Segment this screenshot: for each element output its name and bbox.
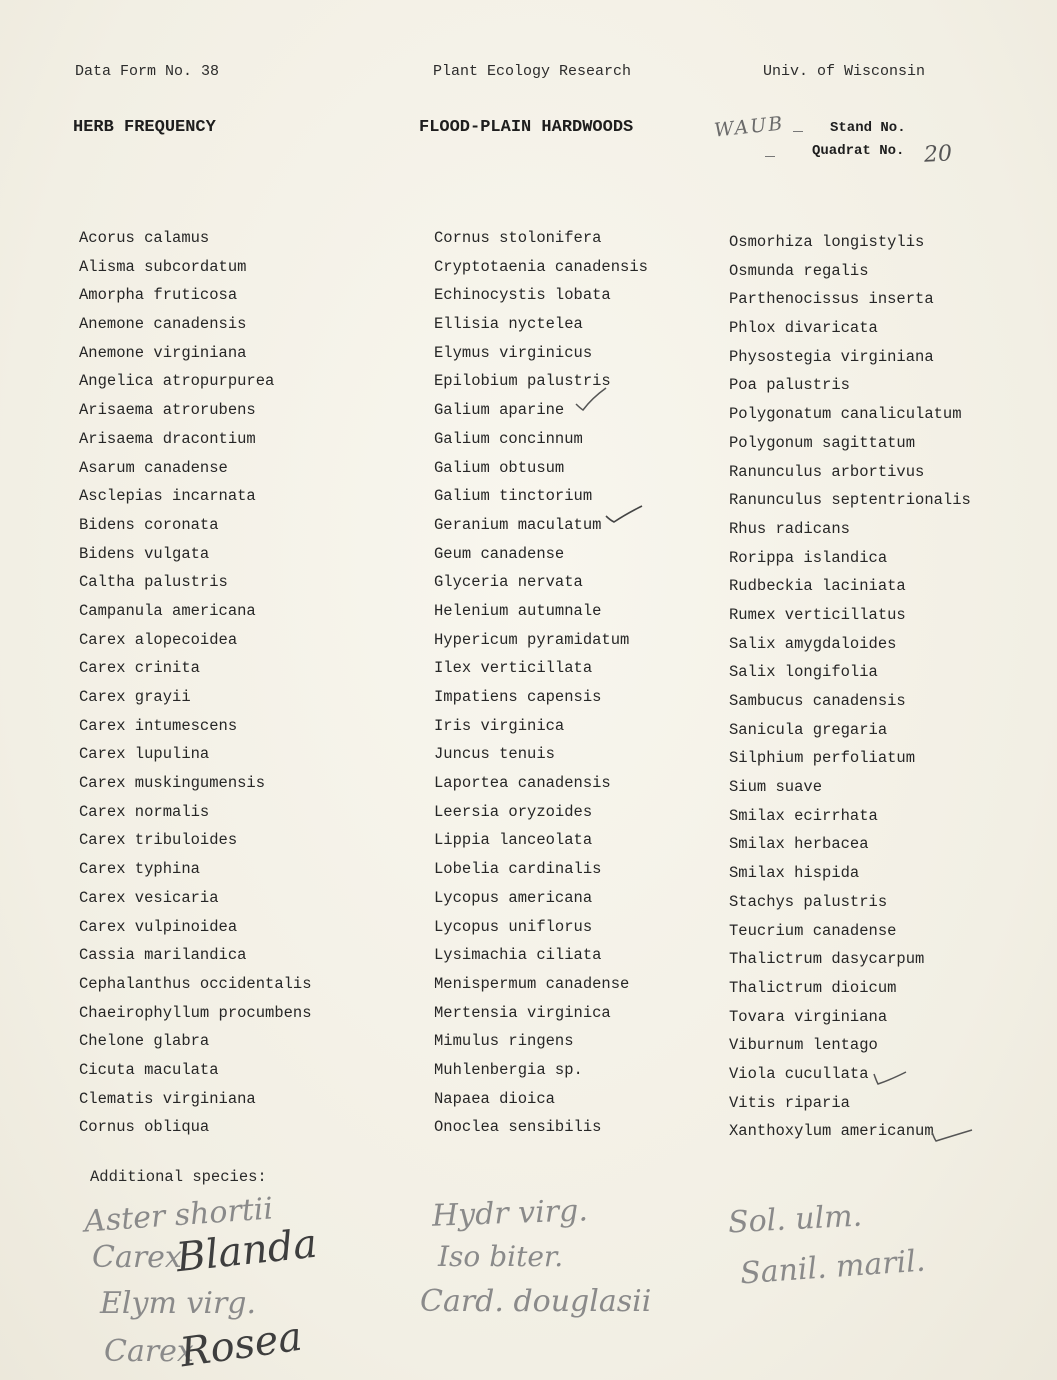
- species-name: Smilax herbacea: [729, 835, 869, 854]
- handwritten-species: Hydr virg.: [431, 1193, 589, 1234]
- species-name: Clematis virginiana: [79, 1089, 256, 1108]
- check-mark-icon: [604, 504, 644, 526]
- species-name: Geum canadense: [434, 544, 565, 563]
- species-name: Smilax hispida: [729, 864, 860, 883]
- species-name: Cornus obliqua: [79, 1118, 210, 1137]
- species-name: Carex vesicaria: [79, 888, 219, 907]
- species-name: Sambucus canadensis: [729, 692, 906, 710]
- species-name: Phlox divaricata: [729, 319, 878, 338]
- species-name: Juncus tenuis: [434, 745, 555, 764]
- species-name: Muhlenbergia sp.: [434, 1060, 583, 1079]
- species-name: Galium obtusum: [434, 458, 565, 477]
- species-name: Iris virginica: [434, 716, 565, 735]
- species-name: Parthenocissus inserta: [729, 290, 934, 309]
- species-name: Cornus stolonifera: [434, 229, 602, 247]
- species-name: Ranunculus septentrionalis: [729, 491, 971, 510]
- species-name: Bidens vulgata: [79, 544, 210, 563]
- additional-species-label: Additional species:: [90, 1168, 267, 1186]
- lab-name: Plant Ecology Research: [433, 63, 632, 80]
- species-name: Napaea dioica: [434, 1089, 555, 1108]
- quadrat-handwritten-entry: 20: [923, 141, 953, 168]
- species-name: Hypericum pyramidatum: [434, 630, 630, 649]
- species-name: Sium suave: [729, 778, 823, 797]
- species-name: Cephalanthus occidentalis: [79, 974, 312, 993]
- species-name: Amorpha fruticosa: [79, 286, 238, 305]
- species-name: Acorus calamus: [79, 229, 210, 247]
- quadrat-dash: [765, 156, 775, 157]
- species-name: Carex normalis: [79, 802, 210, 821]
- species-name: Mertensia virginica: [434, 1003, 611, 1022]
- species-name: Rhus radicans: [729, 519, 850, 538]
- species-name: Campanula americana: [79, 601, 256, 620]
- species-column-3: [729, 228, 971, 1146]
- species-name: Anemone canadensis: [79, 315, 247, 334]
- species-name: Lycopus uniflorus: [434, 917, 593, 936]
- species-name: Lysimachia ciliata: [434, 946, 602, 965]
- species-name: Galium concinnum: [434, 429, 583, 448]
- species-name: Carex grayii: [79, 688, 191, 706]
- species-name: Osmunda regalis: [729, 261, 869, 280]
- handwritten-species: Elym virg.: [100, 1286, 257, 1321]
- species-name: Geranium maculatum: [434, 515, 602, 534]
- species-name: Poa palustris: [729, 376, 850, 395]
- species-name: Asclepias incarnata: [79, 487, 256, 506]
- check-mark-icon: [872, 1068, 908, 1088]
- species-name: Viola cucullata: [729, 1064, 869, 1083]
- species-name: Salix amygdaloides: [729, 634, 897, 653]
- species-name: Sanicula gregaria: [729, 720, 888, 739]
- handwritten-species: Carex: [104, 1334, 194, 1369]
- species-name: Bidens coronata: [79, 515, 219, 534]
- species-name: Chelone glabra: [79, 1032, 210, 1051]
- species-name: Echinocystis lobata: [434, 286, 611, 305]
- handwritten-species: Aster shortii: [83, 1191, 275, 1240]
- species-name: Vitis riparia: [729, 1093, 850, 1112]
- species-name: Cicuta maculata: [79, 1060, 219, 1079]
- species-name: Stachys palustris: [729, 892, 888, 911]
- handwritten-overwrite: Blanda: [173, 1220, 320, 1282]
- check-mark-icon: [574, 386, 608, 412]
- species-name: Menispermum canadense: [434, 974, 630, 993]
- species-name: Carex muskingumensis: [79, 774, 266, 793]
- species-name: Carex vulpinoidea: [79, 917, 238, 936]
- species-name: Carex typhina: [79, 860, 200, 879]
- species-name: Tovara virginiana: [729, 1007, 888, 1026]
- species-column-2: [434, 224, 648, 1142]
- species-name: Carex alopecoidea: [79, 630, 238, 649]
- quadrat-number-label: Quadrat No.: [812, 143, 905, 159]
- species-name: Caltha palustris: [79, 573, 228, 592]
- species-name: Osmorhiza longistylis: [729, 233, 925, 251]
- species-name: Carex crinita: [79, 659, 200, 678]
- species-name: Polygonatum canaliculatum: [729, 405, 962, 424]
- species-name: Impatiens capensis: [434, 688, 602, 706]
- species-name: Cassia marilandica: [79, 946, 247, 965]
- handwritten-overwrite: Rosea: [177, 1313, 305, 1377]
- species-name: Ilex verticillata: [434, 659, 593, 678]
- species-name: Mimulus ringens: [434, 1032, 574, 1051]
- handwritten-species: Iso biter.: [438, 1240, 564, 1273]
- species-name: Xanthoxylum americanum: [729, 1122, 934, 1141]
- handwritten-species: Carex: [92, 1240, 182, 1275]
- species-name: Arisaema dracontium: [79, 429, 256, 448]
- species-name: Helenium autumnale: [434, 601, 602, 620]
- form-number: Data Form No. 38: [75, 63, 220, 80]
- species-name: Angelica atropurpurea: [79, 372, 275, 391]
- species-name: Polygonum sagittatum: [729, 433, 916, 452]
- handwritten-species: Sanil. maril.: [739, 1243, 927, 1292]
- stand-handwritten-entry: WAUB: [713, 112, 786, 142]
- species-name: Carex lupulina: [79, 745, 210, 764]
- species-name: Lycopus americana: [434, 888, 593, 907]
- species-name: Physostegia virginiana: [729, 347, 934, 366]
- species-name: Rorippa islandica: [729, 548, 888, 567]
- community-title: FLOOD-PLAIN HARDWOODS: [419, 118, 634, 137]
- species-name: Rumex verticillatus: [729, 605, 906, 624]
- species-name: Epilobium palustris: [434, 372, 611, 391]
- species-name: Laportea canadensis: [434, 774, 611, 793]
- check-mark-icon: [930, 1126, 974, 1146]
- species-name: Arisaema atrorubens: [79, 401, 256, 420]
- species-name: Galium aparine: [434, 401, 565, 420]
- species-name: Anemone virginiana: [79, 343, 247, 362]
- form-title: HERB FREQUENCY: [73, 118, 216, 137]
- species-name: Cryptotaenia canadensis: [434, 257, 648, 276]
- species-name: Carex tribuloides: [79, 831, 238, 850]
- species-name: Thalictrum dioicum: [729, 978, 897, 997]
- species-name: Silphium perfoliatum: [729, 749, 916, 768]
- species-name: Rudbeckia laciniata: [729, 577, 906, 596]
- handwritten-species: Sol. ulm.: [727, 1198, 864, 1241]
- species-name: Elymus virginicus: [434, 343, 593, 362]
- species-name: Lippia lanceolata: [434, 831, 593, 850]
- stand-number-label: Stand No.: [830, 120, 906, 136]
- species-name: Glyceria nervata: [434, 573, 583, 592]
- species-name: Thalictrum dasycarpum: [729, 950, 925, 969]
- species-name: Teucrium canadense: [729, 921, 897, 940]
- species-name: Ellisia nyctelea: [434, 315, 583, 334]
- species-name: Smilax ecirrhata: [729, 806, 878, 825]
- species-name: Alisma subcordatum: [79, 257, 247, 276]
- handwritten-species: Card. douglasii: [420, 1284, 652, 1319]
- species-name: Carex intumescens: [79, 716, 238, 735]
- species-name: Ranunculus arbortivus: [729, 462, 925, 481]
- university-name: Univ. of Wisconsin: [763, 63, 926, 80]
- species-name: Galium tinctorium: [434, 487, 593, 506]
- species-name: Viburnum lentago: [729, 1036, 878, 1055]
- species-name: Salix longifolia: [729, 663, 878, 682]
- species-name: Onoclea sensibilis: [434, 1118, 602, 1137]
- species-column-1: [79, 224, 312, 1142]
- species-name: Leersia oryzoides: [434, 802, 593, 821]
- species-name: Lobelia cardinalis: [434, 860, 602, 879]
- species-name: Chaeirophyllum procumbens: [79, 1003, 312, 1022]
- species-name: Asarum canadense: [79, 458, 228, 477]
- stand-dash: [793, 131, 803, 132]
